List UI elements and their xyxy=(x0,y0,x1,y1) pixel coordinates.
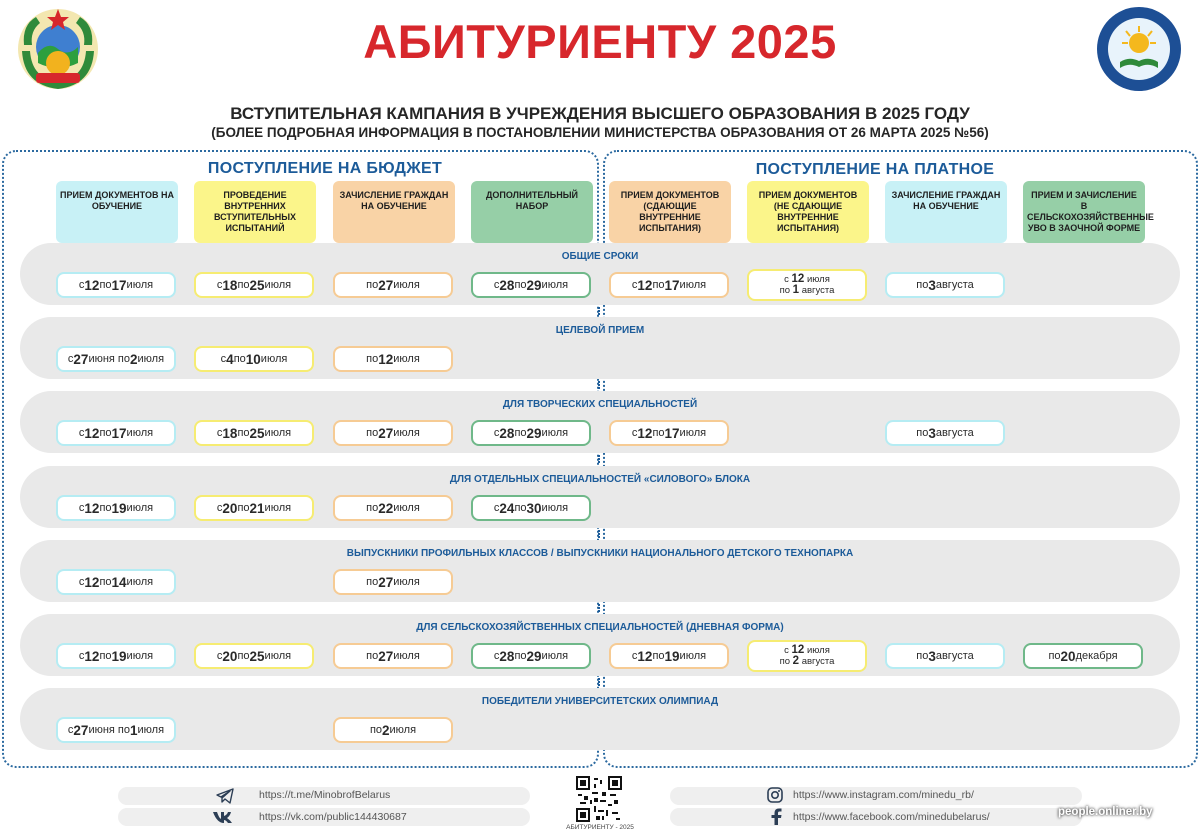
date-number: 3 xyxy=(928,425,936,441)
date-cell xyxy=(56,495,176,521)
date-text: по xyxy=(366,501,379,514)
date-number: 12 xyxy=(84,648,100,664)
date-text: июля xyxy=(804,645,830,656)
date-cell xyxy=(194,346,314,372)
date-cell xyxy=(333,420,453,446)
date-text: по xyxy=(366,575,379,588)
date-cell xyxy=(194,495,314,521)
date-number: 18 xyxy=(222,425,238,441)
date-text: июля xyxy=(126,649,154,662)
date-number: 1 xyxy=(130,722,138,738)
date-number: 18 xyxy=(222,277,238,293)
vk-icon xyxy=(212,810,234,824)
date-number: 12 xyxy=(84,500,100,516)
date-text: июля xyxy=(126,501,154,514)
date-line xyxy=(780,285,835,296)
date-text: июля xyxy=(541,278,569,291)
date-number: 27 xyxy=(378,648,394,664)
date-text: с xyxy=(216,501,223,514)
date-text: июля xyxy=(393,575,420,588)
date-text: по xyxy=(233,352,246,365)
date-cell xyxy=(56,643,176,669)
date-text: июня по xyxy=(88,723,131,736)
date-text: с xyxy=(78,649,85,662)
date-text: по xyxy=(514,501,527,514)
column-header: ПРИЕМ ДОКУМЕНТОВ (НЕ СДАЮЩИЕ ВНУТРЕННИЕ ИСПЫТАНИЯ) xyxy=(747,181,869,243)
date-number: 27 xyxy=(378,425,394,441)
ministry-of-education-logo-icon xyxy=(1096,6,1182,92)
date-text: с xyxy=(67,352,74,365)
date-number: 12 xyxy=(637,425,653,441)
column-header: ДОПОЛНИТЕЛЬНЫЙ НАБОР xyxy=(471,181,593,243)
date-text: по xyxy=(366,426,379,439)
date-cell xyxy=(471,420,591,446)
qr-code-icon[interactable] xyxy=(576,776,622,822)
instagram-link[interactable]: https://www.instagram.com/minedu_rb/ xyxy=(793,789,974,801)
date-text: июля xyxy=(126,278,154,291)
date-number: 12 xyxy=(84,574,100,590)
date-number: 14 xyxy=(111,574,127,590)
telegram-icon xyxy=(216,788,234,804)
date-cell xyxy=(56,272,176,298)
date-text: июля xyxy=(393,649,420,662)
date-text: по xyxy=(366,649,379,662)
date-text: по xyxy=(99,649,112,662)
date-text: июля xyxy=(393,501,420,514)
date-line xyxy=(780,656,835,667)
date-number: 29 xyxy=(526,425,542,441)
date-text: с xyxy=(493,426,500,439)
date-number: 28 xyxy=(499,425,515,441)
date-text: по xyxy=(369,723,383,736)
date-cell xyxy=(471,495,591,521)
date-cell xyxy=(609,420,729,446)
date-number: 27 xyxy=(378,277,394,293)
date-number: 24 xyxy=(499,500,515,516)
date-number: 27 xyxy=(73,722,89,738)
date-text: по xyxy=(99,426,112,439)
qr-caption: АБИТУРИЕНТУ - 2025 xyxy=(566,824,634,831)
watermark: people.onliner.by xyxy=(1058,806,1153,818)
column-header: ЗАЧИСЛЕНИЕ ГРАЖДАН НА ОБУЧЕНИЕ xyxy=(885,181,1007,243)
date-text: с xyxy=(78,575,85,588)
column-header: ПРИЕМ ДОКУМЕНТОВ (СДАЮЩИЕ ВНУТРЕННИЕ ИСПЫТАНИЯ) xyxy=(609,181,731,243)
date-text: по xyxy=(916,278,929,291)
date-cell xyxy=(56,717,176,743)
date-text: июля xyxy=(541,426,569,439)
row-separator xyxy=(598,455,602,463)
page-title: АБИТУРИЕНТУ 2025 xyxy=(363,15,837,68)
date-text: по xyxy=(1048,649,1061,662)
column-header: ПРИЕМ И ЗАЧИСЛЕНИЕ В СЕЛЬСКОХОЗЯЙСТВЕННЫЕ УВО В ЗАОЧНОЙ ФОРМЕ xyxy=(1023,181,1145,243)
date-cell xyxy=(609,272,729,298)
instagram-icon xyxy=(767,787,783,803)
date-number: 29 xyxy=(526,277,542,293)
date-number: 12 xyxy=(791,644,805,656)
date-text: с xyxy=(78,501,85,514)
row-title: ДЛЯ СЕЛЬСКОХОЗЯЙСТВЕННЫХ СПЕЦИАЛЬНОСТЕЙ (ДНЕВНАЯ ФОРМА) xyxy=(416,622,784,633)
date-text: по xyxy=(514,426,527,439)
budget-section-title: ПОСТУПЛЕНИЕ НА БЮДЖЕТ xyxy=(207,160,443,177)
date-number: 12 xyxy=(637,277,653,293)
date-text: августа xyxy=(935,426,974,439)
row-separator xyxy=(598,381,602,389)
date-text: с xyxy=(631,426,638,439)
date-number: 20 xyxy=(1060,648,1076,664)
date-text: июля xyxy=(679,426,707,439)
date-text: июля xyxy=(137,723,165,736)
date-cell xyxy=(885,272,1005,298)
date-number: 25 xyxy=(249,648,265,664)
date-number: 19 xyxy=(664,648,680,664)
column-header: ПРОВЕДЕНИЕ ВНУТРЕННИХ ВСТУПИТЕЛЬНЫХ ИСПЫТАНИЙ xyxy=(194,181,316,243)
date-text: по xyxy=(916,426,929,439)
date-text: по xyxy=(99,501,112,514)
date-text: июля xyxy=(541,501,569,514)
date-text: августа xyxy=(935,649,974,662)
date-text: июля xyxy=(126,426,154,439)
date-text: июля xyxy=(389,723,417,736)
date-number: 22 xyxy=(378,500,394,516)
subtitle: ВСТУПИТЕЛЬНАЯ КАМПАНИЯ В УЧРЕЖДЕНИЯ ВЫСШЕГО ОБРАЗОВАНИЯ В 2025 ГОДУ xyxy=(230,104,970,123)
date-number: 29 xyxy=(526,648,542,664)
date-text: с xyxy=(220,352,227,365)
date-number: 3 xyxy=(928,648,936,664)
date-line xyxy=(784,274,830,285)
row-separator xyxy=(598,678,602,686)
row-title: ДЛЯ ОТДЕЛЬНЫХ СПЕЦИАЛЬНОСТЕЙ «СИЛОВОГО» БЛОКА xyxy=(449,474,751,485)
date-text: по xyxy=(779,656,793,667)
date-text: по xyxy=(652,649,665,662)
date-cell xyxy=(885,643,1005,669)
date-cell xyxy=(333,643,453,669)
date-text: по xyxy=(652,278,665,291)
date-number: 4 xyxy=(226,351,234,367)
date-number: 21 xyxy=(249,500,265,516)
date-text: с xyxy=(784,274,792,285)
row-title: ВЫПУСКНИКИ ПРОФИЛЬНЫХ КЛАССОВ / ВЫПУСКНИКИ НАЦИОНАЛЬНОГО ДЕТСКОГО ТЕХНОПАРКА xyxy=(346,548,854,559)
date-cell xyxy=(333,495,453,521)
date-text: по xyxy=(366,278,379,291)
row-separator xyxy=(598,307,602,315)
date-text: июля xyxy=(264,426,292,439)
date-number: 17 xyxy=(111,425,127,441)
date-text: с xyxy=(216,426,223,439)
row-title: ОБЩИЕ СРОКИ xyxy=(561,251,639,262)
date-text: с xyxy=(78,426,85,439)
date-cell xyxy=(333,272,453,298)
date-text: с xyxy=(631,649,638,662)
date-cell xyxy=(56,569,176,595)
date-text: июля xyxy=(393,352,420,365)
date-cell xyxy=(333,717,453,743)
date-cell xyxy=(1023,643,1143,669)
date-cell xyxy=(333,569,453,595)
date-number: 28 xyxy=(499,277,515,293)
date-text: по xyxy=(514,278,527,291)
date-number: 17 xyxy=(664,277,680,293)
date-cell xyxy=(56,420,176,446)
date-number: 30 xyxy=(526,500,542,516)
date-number: 20 xyxy=(222,648,238,664)
date-text: по xyxy=(366,352,379,365)
date-cell xyxy=(194,643,314,669)
date-text: с xyxy=(493,278,500,291)
date-text: по xyxy=(237,501,250,514)
date-text: по xyxy=(99,278,112,291)
date-cell xyxy=(56,346,176,372)
date-number: 25 xyxy=(249,425,265,441)
date-text: по xyxy=(652,426,665,439)
date-number: 19 xyxy=(111,648,127,664)
date-text: с xyxy=(216,278,223,291)
facebook-icon xyxy=(770,808,782,825)
date-cell xyxy=(333,346,453,372)
date-text: августа xyxy=(799,285,835,296)
date-text: с xyxy=(493,649,500,662)
date-text: июля xyxy=(541,649,569,662)
facebook-link[interactable]: https://www.facebook.com/minedubelarus/ xyxy=(793,811,990,823)
date-line xyxy=(784,645,830,656)
date-text: с xyxy=(78,278,85,291)
date-text: по xyxy=(237,426,250,439)
date-text: июля xyxy=(393,426,420,439)
date-number: 3 xyxy=(928,277,936,293)
date-cell xyxy=(885,420,1005,446)
row-title: ПОБЕДИТЕЛИ УНИВЕРСИТЕТСКИХ ОЛИМПИАД xyxy=(481,696,719,707)
date-number: 27 xyxy=(73,351,89,367)
date-number: 2 xyxy=(382,722,390,738)
date-text: июля xyxy=(393,278,420,291)
date-number: 12 xyxy=(637,648,653,664)
date-text: с xyxy=(216,649,223,662)
date-text: августа xyxy=(935,278,974,291)
date-text: по xyxy=(99,575,112,588)
date-text: с xyxy=(67,723,74,736)
date-cell xyxy=(609,643,729,669)
date-text: июля xyxy=(264,649,292,662)
date-number: 17 xyxy=(664,425,680,441)
column-header: ПРИЕМ ДОКУМЕНТОВ НА ОБУЧЕНИЕ xyxy=(56,181,178,243)
date-number: 12 xyxy=(791,273,805,285)
date-number: 25 xyxy=(249,277,265,293)
date-cell xyxy=(471,272,591,298)
date-number: 17 xyxy=(111,277,127,293)
date-number: 10 xyxy=(245,351,261,367)
date-text: июля xyxy=(264,501,292,514)
date-number: 19 xyxy=(111,500,127,516)
date-text: по xyxy=(237,278,250,291)
date-cell xyxy=(747,640,867,672)
date-number: 1 xyxy=(792,284,800,296)
date-text: по xyxy=(779,285,793,296)
column-header: ЗАЧИСЛЕНИЕ ГРАЖДАН НА ОБУЧЕНИЕ xyxy=(333,181,455,243)
vk-link[interactable]: https://vk.com/public144430687 xyxy=(259,811,407,823)
date-text: июля xyxy=(126,575,154,588)
date-text: июня по xyxy=(88,352,131,365)
date-cell xyxy=(471,643,591,669)
date-text: по xyxy=(514,649,527,662)
date-text: с xyxy=(493,501,500,514)
telegram-link[interactable]: https://t.me/MinobrofBelarus xyxy=(259,789,391,801)
subtitle-note: (БОЛЕЕ ПОДРОБНАЯ ИНФОРМАЦИЯ В ПОСТАНОВЛЕНИИ МИНИСТЕРСТВА ОБРАЗОВАНИЯ ОТ 26 МАРТА 2025 №56) xyxy=(211,125,989,140)
date-text: декабря xyxy=(1075,649,1118,662)
date-text: с xyxy=(784,645,792,656)
row-separator xyxy=(598,530,602,538)
row-title: ЦЕЛЕВОЙ ПРИЕМ xyxy=(555,325,645,336)
date-text: июля xyxy=(679,278,707,291)
date-text: по xyxy=(237,649,250,662)
date-text: июля xyxy=(804,274,830,285)
date-text: июля xyxy=(264,278,292,291)
date-text: июля xyxy=(679,649,707,662)
date-number: 12 xyxy=(378,351,394,367)
date-number: 27 xyxy=(378,574,394,590)
date-number: 12 xyxy=(84,425,100,441)
date-text: по xyxy=(916,649,929,662)
date-number: 2 xyxy=(130,351,138,367)
paid-section-title: ПОСТУПЛЕНИЕ НА ПЛАТНОЕ xyxy=(755,161,995,178)
date-text: августа xyxy=(799,656,835,667)
row-separator xyxy=(598,604,602,612)
row-title: ДЛЯ ТВОРЧЕСКИХ СПЕЦИАЛЬНОСТЕЙ xyxy=(502,399,698,410)
date-cell xyxy=(194,272,314,298)
date-number: 12 xyxy=(84,277,100,293)
date-text: с xyxy=(631,278,638,291)
date-cell xyxy=(747,269,867,301)
date-number: 2 xyxy=(792,655,800,667)
date-cell xyxy=(194,420,314,446)
date-number: 20 xyxy=(222,500,238,516)
date-text: июля xyxy=(260,352,288,365)
date-number: 28 xyxy=(499,648,515,664)
date-text: июля xyxy=(137,352,165,365)
